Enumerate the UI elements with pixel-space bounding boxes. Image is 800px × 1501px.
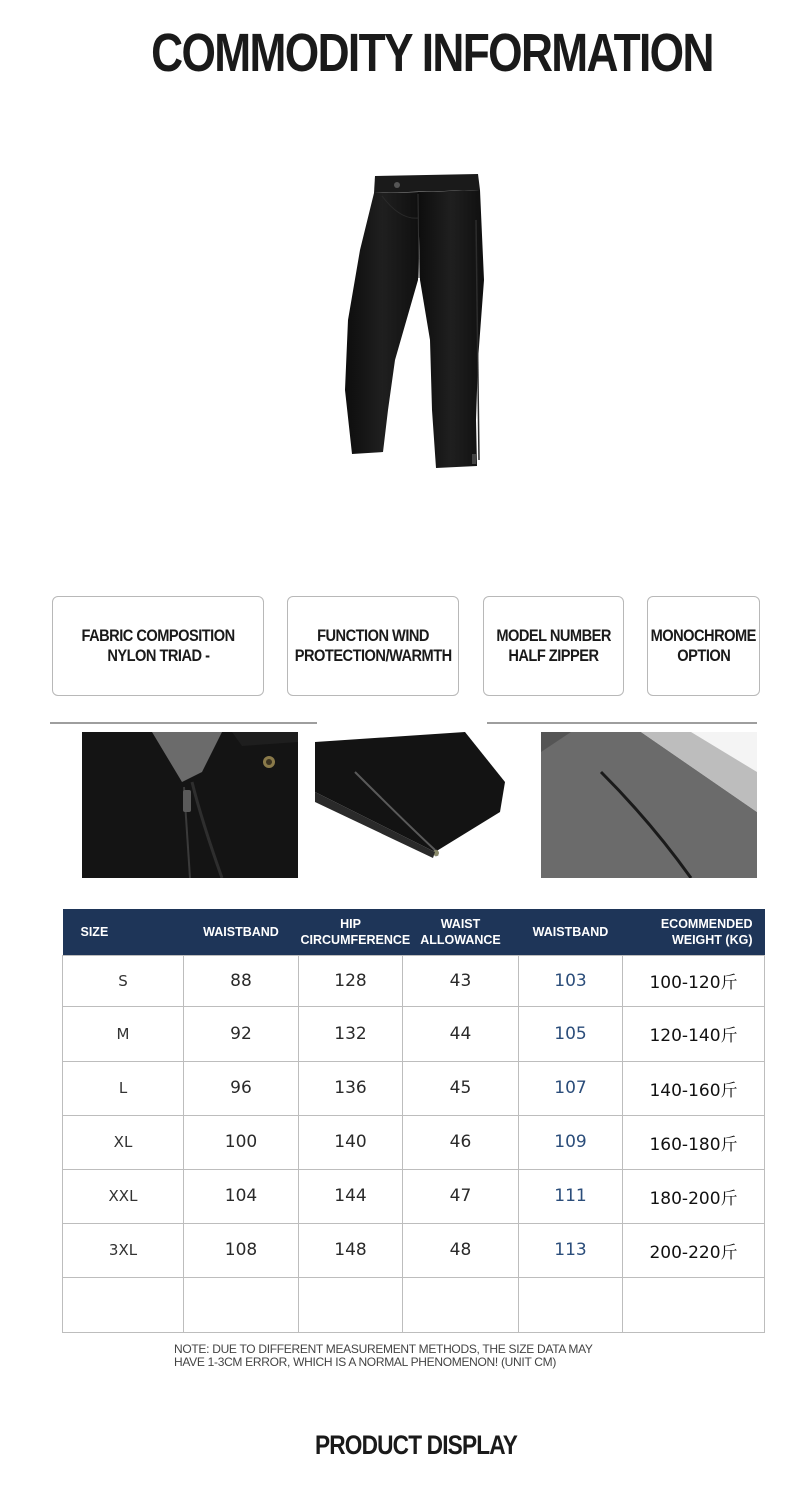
table-cell: 136 <box>299 1061 403 1115</box>
feature-label-line2: NYLON TRIAD - <box>106 646 210 665</box>
feature-label-line2: OPTION <box>677 646 730 665</box>
divider-left <box>50 722 317 724</box>
feature-label-line1: MONOCHROME <box>650 626 757 645</box>
table-cell: 92 <box>184 1006 299 1061</box>
table-cell: 47 <box>403 1169 519 1223</box>
table-cell: 113 <box>519 1223 623 1277</box>
table-cell: 43 <box>403 955 519 1006</box>
table-cell: M <box>63 1006 184 1061</box>
note-line2: HAVE 1-3CM ERROR, WHICH IS A NORMAL PHENOMENON! (UNIT CM) <box>174 1355 557 1369</box>
table-cell: 148 <box>299 1223 403 1277</box>
detail-image-ankle-zipper <box>315 732 531 878</box>
table-cell: 105 <box>519 1006 623 1061</box>
table-cell: 140-160斤 <box>623 1061 765 1115</box>
table-cell <box>623 1277 765 1332</box>
table-cell: XL <box>63 1115 184 1169</box>
feature-label-line2: PROTECTION/WARMTH <box>294 646 452 665</box>
table-cell: 160-180斤 <box>623 1115 765 1169</box>
table-row <box>63 1223 765 1277</box>
feature-monochrome <box>647 596 760 696</box>
table-row <box>63 1115 765 1169</box>
table-cell: L <box>63 1061 184 1115</box>
table-cell: 48 <box>403 1223 519 1277</box>
table-row <box>63 1061 765 1115</box>
table-row <box>63 1006 765 1061</box>
table-cell <box>299 1277 403 1332</box>
table-row <box>63 1169 765 1223</box>
table-cell <box>63 1277 184 1332</box>
table-cell: 45 <box>403 1061 519 1115</box>
table-cell: 111 <box>519 1169 623 1223</box>
feature-fabric-composition <box>52 596 264 696</box>
table-cell: 128 <box>299 955 403 1006</box>
column-header: WAISTBAND <box>519 909 623 955</box>
table-cell <box>519 1277 623 1332</box>
table-row-empty <box>63 1277 765 1332</box>
detail-image-side-zipper <box>541 732 757 878</box>
column-header: WAIST ALLOWANCE <box>403 909 519 955</box>
table-cell: 108 <box>184 1223 299 1277</box>
column-header: ECOMMENDED WEIGHT (KG) <box>623 909 765 955</box>
table-cell: 103 <box>519 955 623 1006</box>
page-title: COMMODITY INFORMATION <box>151 23 713 83</box>
section-title-product-display: PRODUCT DISPLAY <box>314 1430 518 1460</box>
divider-right <box>487 722 757 724</box>
table-cell: 100-120斤 <box>623 955 765 1006</box>
detail-image-waist-zipper <box>82 732 298 878</box>
measurement-note <box>174 1343 644 1369</box>
table-row <box>63 955 765 1006</box>
table-cell: 140 <box>299 1115 403 1169</box>
table-cell: XXL <box>63 1169 184 1223</box>
table-cell: 104 <box>184 1169 299 1223</box>
feature-model-number <box>483 596 624 696</box>
table-cell <box>184 1277 299 1332</box>
table-cell: S <box>63 955 184 1006</box>
table-cell: 120-140斤 <box>623 1006 765 1061</box>
table-cell: 46 <box>403 1115 519 1169</box>
product-image-pants <box>300 160 520 490</box>
table-cell: 132 <box>299 1006 403 1061</box>
feature-label-line2: HALF ZIPPER <box>508 646 599 665</box>
table-cell: 44 <box>403 1006 519 1061</box>
table-cell: 96 <box>184 1061 299 1115</box>
size-chart-table <box>62 909 765 1333</box>
table-cell: 107 <box>519 1061 623 1115</box>
table-cell: 88 <box>184 955 299 1006</box>
column-header: SIZE <box>63 909 184 955</box>
feature-label-line1: FUNCTION WIND <box>317 626 429 645</box>
table-cell: 144 <box>299 1169 403 1223</box>
note-line1: NOTE: DUE TO DIFFERENT MEASUREMENT METHODS, THE SIZE DATA MAY <box>174 1342 593 1356</box>
table-cell: 3XL <box>63 1223 184 1277</box>
table-cell: 100 <box>184 1115 299 1169</box>
table-cell: 200-220斤 <box>623 1223 765 1277</box>
column-header: WAISTBAND <box>184 909 299 955</box>
table-cell: 180-200斤 <box>623 1169 765 1223</box>
feature-label-line1: MODEL NUMBER <box>496 626 611 645</box>
table-cell <box>403 1277 519 1332</box>
feature-function <box>287 596 459 696</box>
table-header-row <box>63 909 765 955</box>
feature-label-line1: FABRIC COMPOSITION <box>81 626 235 645</box>
table-cell: 109 <box>519 1115 623 1169</box>
column-header: HIP CIRCUMFERENCE <box>299 909 403 955</box>
